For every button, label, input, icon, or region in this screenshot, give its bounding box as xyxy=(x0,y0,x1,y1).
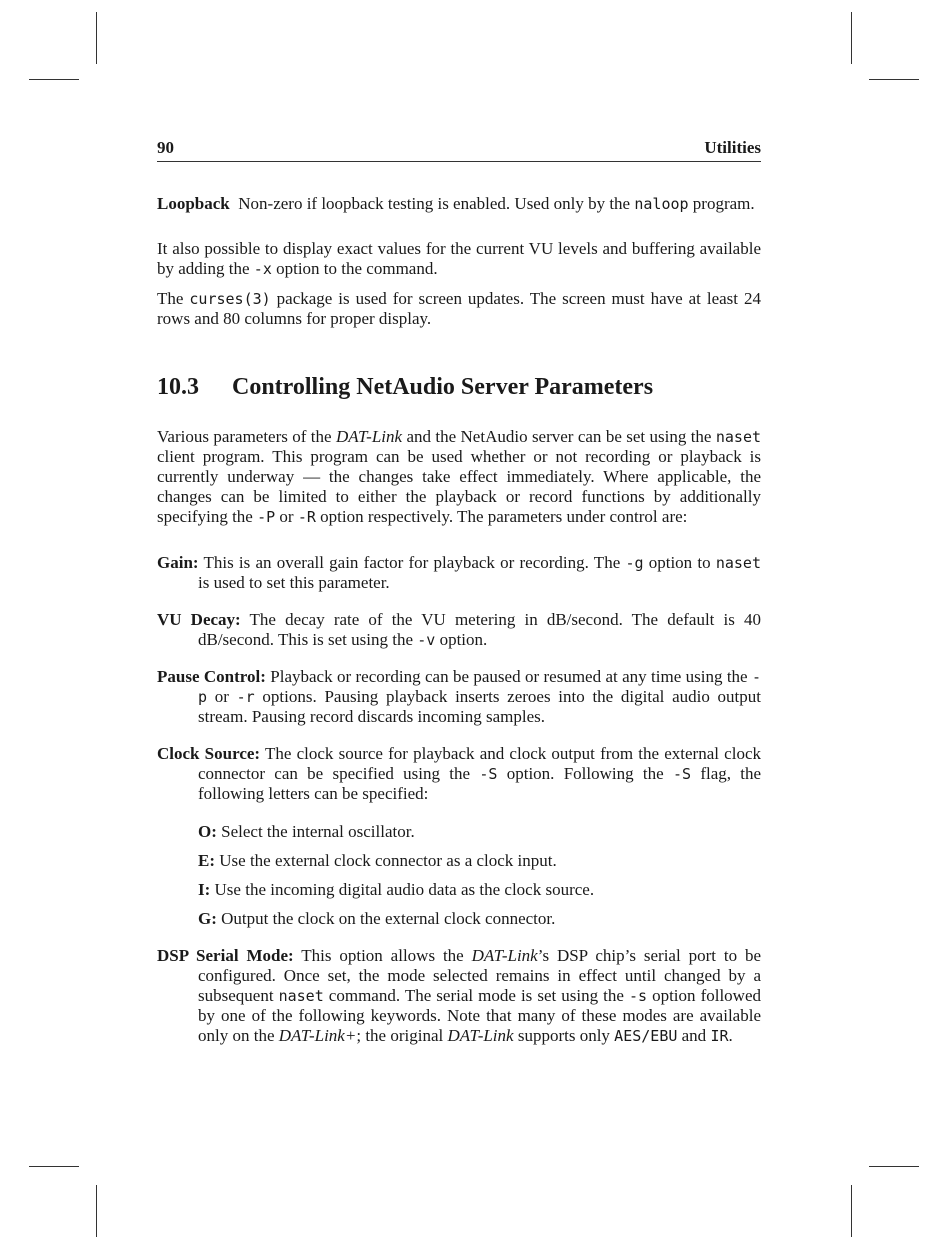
paragraph-parameters-intro xyxy=(157,427,761,527)
term-label: Pause Control: xyxy=(157,667,266,686)
inline-code: curses(3) xyxy=(189,290,271,308)
paragraph-text: and the NetAudio server can be set using the xyxy=(406,427,712,446)
definition-text: option followed by one of the following keywords. Note that many of these modes are available only on the xyxy=(198,986,761,1045)
definition-text: option to xyxy=(648,553,711,572)
term-label: Gain: xyxy=(157,553,199,572)
inline-code: naloop xyxy=(634,195,689,213)
crop-mark-top-right-horizontal xyxy=(869,79,919,80)
definition-text: supports only xyxy=(517,1026,610,1045)
inline-code: -P xyxy=(257,508,276,526)
definition-text: ; the original xyxy=(356,1026,444,1045)
section-number: 10.3 xyxy=(157,374,199,400)
list-item xyxy=(198,880,761,900)
definition-text: flag, the following letters can be specified: xyxy=(198,764,762,803)
inline-code: -g xyxy=(625,554,644,572)
crop-mark-top-right-vertical xyxy=(851,12,852,64)
running-header xyxy=(157,138,761,162)
emphasis-text: DAT-Link xyxy=(335,427,403,446)
pause-control-entry xyxy=(157,667,761,727)
list-item xyxy=(198,909,761,929)
list-item xyxy=(198,822,761,842)
inline-code: AES/EBU xyxy=(614,1027,678,1045)
paragraph-text: client program. This program can be used whether or not recording or playback is currently underway — the changes take effect immediately. Where applicable, the changes can be limited to either the playback or record functions by additionally specifying the xyxy=(157,447,761,526)
crop-mark-top-left-vertical xyxy=(96,12,97,64)
option-text: Use the incoming digital audio data as the clock source. xyxy=(214,880,595,899)
inline-code: naset xyxy=(278,987,324,1005)
inline-code: naset xyxy=(715,428,762,446)
loopback-entry xyxy=(157,194,761,214)
inline-code: -S xyxy=(672,765,692,783)
definition-text: option. Following the xyxy=(506,764,664,783)
inline-code: naset xyxy=(715,554,761,572)
crop-mark-bottom-right-horizontal xyxy=(869,1166,919,1167)
definition-text: This option allows the xyxy=(301,946,464,965)
definition-text: The clock source for playback and clock output from the external clock connector can be specified using the xyxy=(198,744,761,783)
term-label: Clock Source: xyxy=(157,744,261,763)
clock-options-list xyxy=(157,822,761,929)
crop-mark-top-left-horizontal xyxy=(29,79,79,80)
option-text: Use the external clock connector as a clock input. xyxy=(219,851,557,870)
definition-text: or xyxy=(214,687,229,706)
paragraph-text: Various parameters of the xyxy=(157,427,332,446)
paragraph-vu-levels xyxy=(157,239,761,279)
section-heading xyxy=(157,373,761,401)
crop-mark-bottom-right-vertical xyxy=(851,1185,852,1237)
crop-mark-bottom-left-horizontal xyxy=(29,1166,79,1167)
option-key: E: xyxy=(198,851,215,870)
inline-code: -p xyxy=(198,668,762,706)
paragraph-text: It also possible to display exact values for the current VU levels and buffering available by adding the xyxy=(157,239,761,278)
option-text: Output the clock on the external clock connector. xyxy=(221,909,556,928)
definition-text: is used to set this parameter. xyxy=(198,573,390,592)
option-key: G: xyxy=(198,909,217,928)
option-key: I: xyxy=(198,880,211,899)
definition-text: Non-zero if loopback testing is enabled. Used only by the xyxy=(238,194,631,213)
inline-code: -r xyxy=(236,688,255,706)
gain-entry xyxy=(157,553,761,593)
emphasis-text: DAT-Link xyxy=(447,1026,514,1045)
paragraph-text: package is used for screen updates. The screen must have at least 24 rows and 80 columns for proper display. xyxy=(157,289,761,328)
paragraph-text: The xyxy=(157,289,184,308)
inline-code: IR xyxy=(710,1027,729,1045)
definition-text: options. Pausing playback inserts zeroes into the digital audio output stream. Pausing record discards incoming samples. xyxy=(198,687,762,726)
inline-code: -s xyxy=(628,987,648,1005)
paragraph-text: option to the command. xyxy=(276,259,438,278)
inline-code: -v xyxy=(417,631,436,649)
list-item xyxy=(198,851,761,871)
term-label: VU Decay: xyxy=(157,610,241,629)
inline-code: -x xyxy=(253,260,272,278)
vu-decay-entry xyxy=(157,610,761,650)
inline-code: -R xyxy=(297,508,316,526)
page-body xyxy=(157,138,761,1046)
crop-mark-bottom-left-vertical xyxy=(96,1185,97,1237)
definition-text: Playback or recording can be paused or resumed at any time using the xyxy=(270,667,748,686)
definition-text: This is an overall gain factor for playback or recording. The xyxy=(203,553,621,572)
definition-text: program. xyxy=(692,194,755,213)
definition-text: ’s DSP chip’s serial port to be configured. Once set, the mode selected remains in effect until changed by a subsequent xyxy=(198,946,761,1005)
definition-text: . xyxy=(728,1026,733,1045)
inline-code: -S xyxy=(479,765,498,783)
emphasis-text: DAT-Link+ xyxy=(278,1026,357,1045)
paragraph-curses xyxy=(157,289,761,329)
term-label: Loopback xyxy=(157,194,230,213)
definition-text: The decay rate of the VU metering in dB/second. The default is 40 dB/second. This is set using the xyxy=(198,610,761,649)
paragraph-text: or xyxy=(279,507,294,526)
page-number: 90 xyxy=(157,138,174,157)
paragraph-text: option respectively. The parameters under control are: xyxy=(320,507,688,526)
emphasis-text: DAT-Link xyxy=(471,946,538,965)
dsp-serial-mode-entry xyxy=(157,946,761,1046)
definition-text: command. The serial mode is set using the xyxy=(328,986,624,1005)
term-label: DSP Serial Mode: xyxy=(157,946,294,965)
running-title: Utilities xyxy=(704,138,761,157)
clock-source-entry xyxy=(157,744,761,804)
option-key: O: xyxy=(198,822,217,841)
option-text: Select the internal oscillator. xyxy=(221,822,415,841)
definition-text: option. xyxy=(439,630,488,649)
section-title: Controlling NetAudio Server Parameters xyxy=(232,374,654,400)
definition-text: and xyxy=(681,1026,707,1045)
